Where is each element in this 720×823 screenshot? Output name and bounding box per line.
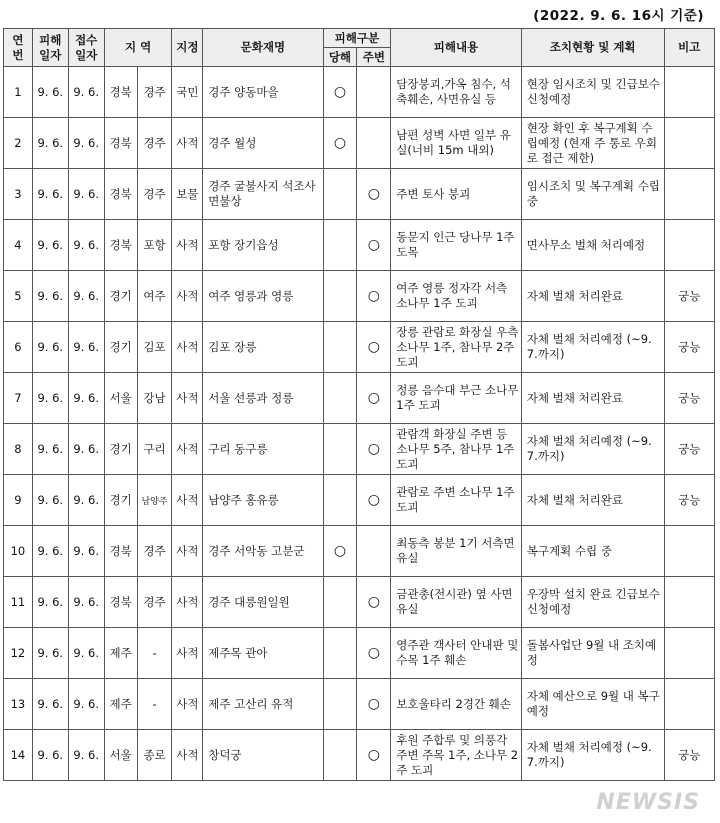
table-row <box>4 169 715 220</box>
table-row <box>4 475 715 526</box>
cell-damage-content: 남편 성벽 사면 일부 유실(너비 15m 내외) <box>391 118 521 169</box>
header-damage-direct: 당해 <box>323 48 357 67</box>
cell-remarks <box>664 67 714 118</box>
cell-remarks: 궁능 <box>664 271 714 322</box>
table-row <box>4 373 715 424</box>
cell-damage-direct: ○ <box>323 118 357 169</box>
table-row <box>4 424 715 475</box>
header-damage-type: 피해구분 <box>323 29 391 48</box>
cell-designation: 보물 <box>172 169 203 220</box>
cell-damage-surround: ○ <box>357 169 391 220</box>
cell-no: 7 <box>4 373 33 424</box>
cell-city: 경주 <box>137 526 172 577</box>
cell-city: 경주 <box>137 169 172 220</box>
cell-damage-date: 9. 6. <box>32 679 68 730</box>
cell-receipt-date: 9. 6. <box>68 526 104 577</box>
cell-action-plan: 자체 벌채 처리완료 <box>521 271 664 322</box>
cell-remarks <box>664 169 714 220</box>
cell-designation: 국민 <box>172 67 203 118</box>
cell-heritage-name: 제주목 관아 <box>203 628 323 679</box>
watermark-logo: NEWSIS <box>596 790 700 815</box>
cell-action-plan: 복구계획 수립 중 <box>521 526 664 577</box>
cell-heritage-name: 경주 서악동 고분군 <box>203 526 323 577</box>
cell-damage-date: 9. 6. <box>32 628 68 679</box>
table-row <box>4 118 715 169</box>
cell-action-plan: 자체 벌채 처리예정 (~9. 7.까지) <box>521 424 664 475</box>
cell-receipt-date: 9. 6. <box>68 118 104 169</box>
cell-receipt-date: 9. 6. <box>68 730 104 781</box>
cell-damage-surround: ○ <box>357 475 391 526</box>
cell-action-plan: 자체 벌채 처리예정 (~9. 7.까지) <box>521 730 664 781</box>
cell-heritage-name: 김포 장릉 <box>203 322 323 373</box>
cell-damage-surround <box>357 526 391 577</box>
cell-damage-content: 주변 토사 붕괴 <box>391 169 521 220</box>
cell-action-plan: 자체 벌채 처리완료 <box>521 475 664 526</box>
cell-remarks: 궁능 <box>664 322 714 373</box>
cell-no: 9 <box>4 475 33 526</box>
reference-date: (2022. 9. 6. 16시 기준) <box>533 8 704 24</box>
cell-damage-surround: ○ <box>357 730 391 781</box>
cell-damage-direct <box>323 373 357 424</box>
header-action-plan: 조치현황 및 계획 <box>521 29 664 67</box>
cell-damage-direct <box>323 628 357 679</box>
cell-damage-content: 최동측 봉분 1기 서측면 유실 <box>391 526 521 577</box>
cell-city: 포항 <box>137 220 172 271</box>
cell-action-plan: 현장 임시조치 및 긴급보수 신청예정 <box>521 67 664 118</box>
cell-no: 12 <box>4 628 33 679</box>
cell-city: 종로 <box>137 730 172 781</box>
header-region: 지 역 <box>104 29 172 67</box>
cell-no: 11 <box>4 577 33 628</box>
table-row <box>4 220 715 271</box>
cell-designation: 사적 <box>172 526 203 577</box>
cell-remarks <box>664 628 714 679</box>
cell-receipt-date: 9. 6. <box>68 220 104 271</box>
cell-receipt-date: 9. 6. <box>68 679 104 730</box>
cell-remarks: 궁능 <box>664 730 714 781</box>
cell-no: 4 <box>4 220 33 271</box>
cell-province: 서울 <box>104 730 137 781</box>
header-damage-surround: 주변 <box>357 48 391 67</box>
cell-damage-content: 담장붕괴,가옥 침수, 석축훼손, 사면유실 등 <box>391 67 521 118</box>
cell-designation: 사적 <box>172 679 203 730</box>
cell-damage-date: 9. 6. <box>32 475 68 526</box>
cell-damage-direct <box>323 475 357 526</box>
cell-city: 경주 <box>137 67 172 118</box>
cell-no: 3 <box>4 169 33 220</box>
table-row <box>4 271 715 322</box>
cell-no: 8 <box>4 424 33 475</box>
table-row <box>4 577 715 628</box>
cell-province: 경북 <box>104 169 137 220</box>
cell-damage-surround: ○ <box>357 373 391 424</box>
cell-heritage-name: 제주 고산리 유적 <box>203 679 323 730</box>
cell-damage-direct <box>323 169 357 220</box>
cell-damage-content: 관람객 화장실 주변 등 소나무 5주, 참나무 1주 도괴 <box>391 424 521 475</box>
table-row <box>4 526 715 577</box>
cell-city: 경주 <box>137 118 172 169</box>
cell-damage-date: 9. 6. <box>32 373 68 424</box>
cell-province: 경북 <box>104 118 137 169</box>
cell-action-plan: 우장막 설치 완료 긴급보수 신청예정 <box>521 577 664 628</box>
cell-remarks <box>664 577 714 628</box>
cell-damage-content: 영주관 객사터 안내판 및 수목 1주 훼손 <box>391 628 521 679</box>
cell-action-plan: 임시조치 및 복구계획 수립 중 <box>521 169 664 220</box>
cell-damage-direct <box>323 220 357 271</box>
header-damage-date: 피해 일자 <box>32 29 68 67</box>
cell-designation: 사적 <box>172 628 203 679</box>
table-row <box>4 730 715 781</box>
cell-designation: 사적 <box>172 577 203 628</box>
cell-province: 경북 <box>104 526 137 577</box>
cell-heritage-name: 남양주 홍유릉 <box>203 475 323 526</box>
cell-damage-surround: ○ <box>357 628 391 679</box>
header-heritage-name: 문화재명 <box>203 29 323 67</box>
cell-no: 13 <box>4 679 33 730</box>
cell-damage-date: 9. 6. <box>32 118 68 169</box>
cell-damage-surround <box>357 118 391 169</box>
cell-damage-direct <box>323 679 357 730</box>
header-receipt-date: 접수 일자 <box>68 29 104 67</box>
table-row <box>4 67 715 118</box>
cell-damage-content: 정릉 음수대 부근 소나무 1주 도괴 <box>391 373 521 424</box>
cell-receipt-date: 9. 6. <box>68 424 104 475</box>
cell-remarks: 궁능 <box>664 373 714 424</box>
cell-damage-date: 9. 6. <box>32 526 68 577</box>
heritage-damage-table <box>3 28 715 781</box>
cell-province: 경북 <box>104 577 137 628</box>
cell-no: 1 <box>4 67 33 118</box>
cell-action-plan: 자체 예산으로 9월 내 복구예정 <box>521 679 664 730</box>
table-row <box>4 628 715 679</box>
cell-damage-date: 9. 6. <box>32 220 68 271</box>
cell-no: 14 <box>4 730 33 781</box>
cell-damage-date: 9. 6. <box>32 424 68 475</box>
cell-damage-date: 9. 6. <box>32 169 68 220</box>
cell-province: 경기 <box>104 271 137 322</box>
cell-action-plan: 자체 벌채 처리예정 (~9. 7.까지) <box>521 322 664 373</box>
cell-damage-date: 9. 6. <box>32 67 68 118</box>
cell-damage-surround <box>357 67 391 118</box>
cell-damage-content: 여주 영릉 정자각 서측 소나무 1주 도괴 <box>391 271 521 322</box>
cell-damage-direct <box>323 577 357 628</box>
cell-city: 강남 <box>137 373 172 424</box>
cell-heritage-name: 여주 영릉과 영릉 <box>203 271 323 322</box>
cell-damage-direct <box>323 271 357 322</box>
cell-city: - <box>137 679 172 730</box>
cell-damage-content: 동문지 인근 당나무 1주 도목 <box>391 220 521 271</box>
cell-damage-surround: ○ <box>357 220 391 271</box>
cell-damage-direct: ○ <box>323 67 357 118</box>
cell-designation: 사적 <box>172 220 203 271</box>
cell-designation: 사적 <box>172 424 203 475</box>
cell-heritage-name: 경주 양동마을 <box>203 67 323 118</box>
cell-damage-surround: ○ <box>357 271 391 322</box>
cell-no: 2 <box>4 118 33 169</box>
cell-action-plan: 자체 벌채 처리완료 <box>521 373 664 424</box>
cell-province: 제주 <box>104 628 137 679</box>
cell-remarks: 궁능 <box>664 475 714 526</box>
cell-damage-date: 9. 6. <box>32 271 68 322</box>
cell-designation: 사적 <box>172 322 203 373</box>
cell-damage-surround: ○ <box>357 322 391 373</box>
cell-city: 김포 <box>137 322 172 373</box>
header-damage-content: 피해내용 <box>391 29 521 67</box>
cell-receipt-date: 9. 6. <box>68 577 104 628</box>
cell-action-plan: 현장 확인 후 복구계획 수립예정 (현재 주 통로 우회로 접근 제한) <box>521 118 664 169</box>
cell-designation: 사적 <box>172 373 203 424</box>
cell-damage-date: 9. 6. <box>32 730 68 781</box>
cell-no: 10 <box>4 526 33 577</box>
cell-province: 제주 <box>104 679 137 730</box>
cell-damage-content: 장릉 관람로 화장실 우측 소나무 1주, 참나무 2주 도괴 <box>391 322 521 373</box>
cell-remarks <box>664 118 714 169</box>
cell-designation: 사적 <box>172 730 203 781</box>
cell-remarks <box>664 526 714 577</box>
header-designation: 지정 <box>172 29 203 67</box>
cell-damage-direct <box>323 730 357 781</box>
cell-city: 여주 <box>137 271 172 322</box>
cell-heritage-name: 경주 굴불사지 석조사면불상 <box>203 169 323 220</box>
cell-province: 경기 <box>104 322 137 373</box>
cell-province: 경북 <box>104 67 137 118</box>
cell-remarks <box>664 220 714 271</box>
cell-heritage-name: 경주 대릉원일원 <box>203 577 323 628</box>
cell-heritage-name: 포항 장기읍성 <box>203 220 323 271</box>
cell-damage-direct <box>323 322 357 373</box>
cell-city: 남양주 <box>137 475 172 526</box>
cell-receipt-date: 9. 6. <box>68 271 104 322</box>
cell-designation: 사적 <box>172 271 203 322</box>
cell-damage-surround: ○ <box>357 577 391 628</box>
cell-damage-surround: ○ <box>357 679 391 730</box>
cell-damage-content: 관람로 주변 소나무 1주 도괴 <box>391 475 521 526</box>
cell-receipt-date: 9. 6. <box>68 67 104 118</box>
header-no: 연 번 <box>4 29 33 67</box>
cell-damage-content: 금관총(전시관) 옆 사면 유실 <box>391 577 521 628</box>
cell-damage-date: 9. 6. <box>32 322 68 373</box>
cell-remarks <box>664 679 714 730</box>
cell-receipt-date: 9. 6. <box>68 322 104 373</box>
cell-heritage-name: 창덕궁 <box>203 730 323 781</box>
cell-province: 경기 <box>104 424 137 475</box>
cell-designation: 사적 <box>172 475 203 526</box>
cell-designation: 사적 <box>172 118 203 169</box>
cell-no: 6 <box>4 322 33 373</box>
table-row <box>4 322 715 373</box>
cell-city: 구리 <box>137 424 172 475</box>
cell-damage-content: 보호울타리 2경간 훼손 <box>391 679 521 730</box>
cell-receipt-date: 9. 6. <box>68 628 104 679</box>
cell-damage-date: 9. 6. <box>32 577 68 628</box>
cell-damage-content: 후원 주합루 및 의풍각 주변 주목 1주, 소나무 2주 도괴 <box>391 730 521 781</box>
cell-damage-surround: ○ <box>357 424 391 475</box>
cell-province: 서울 <box>104 373 137 424</box>
cell-province: 경북 <box>104 220 137 271</box>
cell-receipt-date: 9. 6. <box>68 475 104 526</box>
table-row <box>4 679 715 730</box>
cell-remarks: 궁능 <box>664 424 714 475</box>
cell-damage-direct: ○ <box>323 526 357 577</box>
cell-action-plan: 돌봄사업단 9월 내 조치예정 <box>521 628 664 679</box>
cell-city: - <box>137 628 172 679</box>
cell-damage-direct <box>323 424 357 475</box>
cell-action-plan: 면사무소 벌채 처리예정 <box>521 220 664 271</box>
cell-province: 경기 <box>104 475 137 526</box>
cell-heritage-name: 구리 동구릉 <box>203 424 323 475</box>
cell-heritage-name: 서울 선릉과 정릉 <box>203 373 323 424</box>
header-remarks: 비고 <box>664 29 714 67</box>
cell-city: 경주 <box>137 577 172 628</box>
cell-heritage-name: 경주 월성 <box>203 118 323 169</box>
cell-no: 5 <box>4 271 33 322</box>
cell-receipt-date: 9. 6. <box>68 169 104 220</box>
cell-receipt-date: 9. 6. <box>68 373 104 424</box>
